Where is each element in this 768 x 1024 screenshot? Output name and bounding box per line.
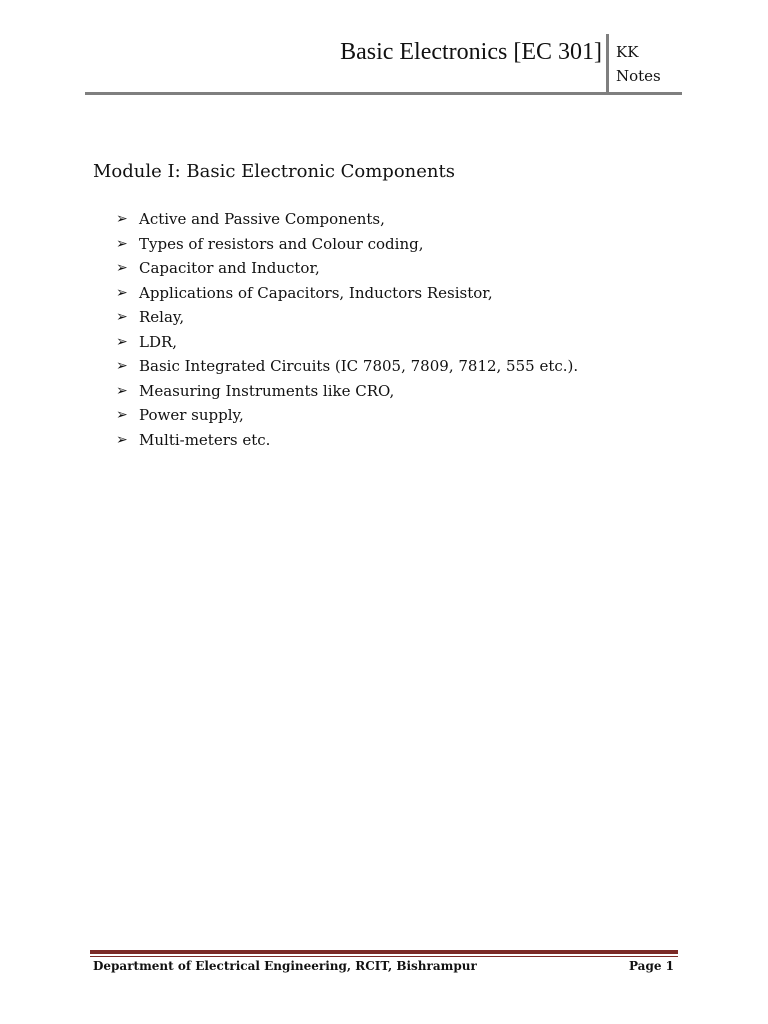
module-title: Module I: Basic Electronic Components [93,161,455,182]
document-title: Basic Electronics [EC 301] [340,39,602,65]
list-item-text: Capacitor and Inductor, [139,259,320,278]
list-item [116,379,578,404]
header-divider-horizontal [85,92,682,95]
list-item-text: Power supply, [139,406,244,425]
arrowhead-bullet-icon: ➢ [116,211,128,228]
header-badge-line2: Notes [616,67,661,85]
list-item-text: Measuring Instruments like CRO, [139,381,395,400]
header-divider-vertical [606,34,609,93]
footer-department: Department of Electrical Engineering, RCIT, Bishrampur [93,959,477,973]
list-item-text: Relay, [139,308,185,327]
arrowhead-bullet-icon: ➢ [116,431,128,448]
arrowhead-bullet-icon: ➢ [116,333,128,350]
header-badge [616,40,661,88]
list-item [116,256,578,281]
list-item [116,232,578,257]
arrowhead-bullet-icon: ➢ [116,235,128,252]
list-item [116,428,578,453]
list-item [116,305,578,330]
list-item [116,403,578,428]
footer-rule-thick [90,950,678,954]
list-item [116,207,578,232]
list-item-text: Active and Passive Components, [139,210,385,229]
topic-list [116,207,578,452]
footer-rule-thin [90,956,678,957]
list-item-text: Types of resistors and Colour coding, [139,234,424,253]
arrowhead-bullet-icon: ➢ [116,284,128,301]
list-item [116,281,578,306]
list-item-text: Basic Integrated Circuits (IC 7805, 7809, 7812, 555 etc.). [139,357,579,376]
arrowhead-bullet-icon: ➢ [116,382,128,399]
list-item [116,354,578,379]
header-badge-line1: KK [616,43,639,61]
list-item [116,330,578,355]
arrowhead-bullet-icon: ➢ [116,358,128,375]
arrowhead-bullet-icon: ➢ [116,309,128,326]
arrowhead-bullet-icon: ➢ [116,407,128,424]
list-item-text: Applications of Capacitors, Inductors Resistor, [139,283,493,302]
page-number: Page 1 [628,959,674,973]
list-item-text: LDR, [139,332,178,351]
list-item-text: Multi-meters etc. [139,430,271,449]
arrowhead-bullet-icon: ➢ [116,260,128,277]
